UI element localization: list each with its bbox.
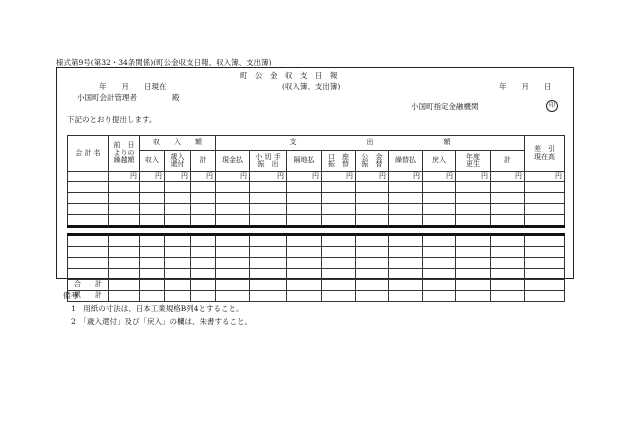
table-cell[interactable]	[165, 247, 191, 258]
unit-label: 円	[109, 172, 140, 182]
table-cell[interactable]	[109, 269, 140, 280]
table-cell[interactable]	[109, 247, 140, 258]
table-row	[68, 269, 565, 280]
table-cell[interactable]	[68, 258, 109, 269]
table-cell[interactable]	[389, 258, 423, 269]
table-cell[interactable]	[287, 247, 322, 258]
table-cell[interactable]	[68, 247, 109, 258]
table-cell[interactable]	[68, 182, 109, 193]
table-cell[interactable]	[423, 193, 456, 204]
table-cell[interactable]	[109, 204, 140, 215]
col-substitute-payment: 繰替払	[389, 151, 423, 172]
unit-label: 円	[389, 172, 423, 182]
table-cell[interactable]	[525, 182, 565, 193]
table-cell[interactable]	[191, 204, 216, 215]
table-cell[interactable]	[191, 269, 216, 280]
col-revenue-refund: 歳入 還付	[165, 151, 191, 172]
intro-text: 下記のとおり提出します。	[67, 115, 157, 124]
col-income: 収入	[140, 151, 165, 172]
col-return: 戻入	[423, 151, 456, 172]
table-cell[interactable]	[287, 215, 322, 227]
table-cell[interactable]	[525, 204, 565, 215]
table-cell[interactable]	[191, 193, 216, 204]
unit-label: 円	[456, 172, 491, 182]
table-cell[interactable]	[191, 215, 216, 227]
table-cell[interactable]	[68, 269, 109, 280]
table-cell[interactable]	[322, 235, 356, 247]
table-cell[interactable]	[250, 269, 287, 280]
unit-row	[68, 172, 565, 182]
col-prev-balance: 前 日 よりの 繰越額	[109, 136, 140, 172]
table-cell[interactable]	[491, 291, 525, 302]
unit-label: 円	[525, 172, 565, 182]
table-cell[interactable]	[389, 182, 423, 193]
table-cell[interactable]	[389, 204, 423, 215]
table-cell[interactable]	[456, 258, 491, 269]
table-cell[interactable]	[140, 235, 165, 247]
table-row	[68, 215, 565, 227]
table-cell[interactable]	[287, 193, 322, 204]
table-cell[interactable]	[165, 258, 191, 269]
table-cell[interactable]	[216, 235, 250, 247]
notes-section	[63, 289, 252, 328]
table-cell[interactable]	[389, 280, 423, 291]
col-expense-total: 計	[491, 151, 525, 172]
table-cell[interactable]	[356, 291, 389, 302]
table-cell[interactable]	[165, 215, 191, 227]
table-row	[68, 204, 565, 215]
table-cell[interactable]	[250, 182, 287, 193]
table-cell[interactable]	[216, 204, 250, 215]
seal-mark: 印	[546, 100, 558, 112]
group-income: 収 入 額	[140, 136, 216, 151]
table-cell[interactable]	[322, 291, 356, 302]
table-cell[interactable]	[68, 215, 109, 227]
table-cell[interactable]	[216, 247, 250, 258]
table-cell[interactable]	[322, 280, 356, 291]
table-cell[interactable]	[140, 204, 165, 215]
table-cell[interactable]	[140, 258, 165, 269]
submission-date: 年 月 日	[499, 82, 552, 91]
ledger-table	[67, 135, 565, 302]
table-cell[interactable]	[322, 215, 356, 227]
table-cell[interactable]	[250, 258, 287, 269]
table-row	[68, 182, 565, 193]
table-cell[interactable]	[356, 258, 389, 269]
table-cell[interactable]	[165, 182, 191, 193]
unit-label: 円	[250, 172, 287, 182]
table-cell[interactable]	[216, 258, 250, 269]
table-cell[interactable]	[356, 215, 389, 227]
table-cell[interactable]	[356, 204, 389, 215]
honorific: 殿	[172, 93, 180, 102]
table-cell[interactable]	[423, 215, 456, 227]
table-cell[interactable]	[356, 280, 389, 291]
unit-label: 円	[322, 172, 356, 182]
table-cell[interactable]	[525, 291, 565, 302]
col-fiscal-correction: 年度 更生	[456, 151, 491, 172]
table-cell[interactable]	[525, 269, 565, 280]
table-cell[interactable]	[356, 193, 389, 204]
table-cell[interactable]	[423, 269, 456, 280]
table-cell[interactable]	[423, 291, 456, 302]
unit-label: 円	[191, 172, 216, 182]
table-cell[interactable]	[109, 258, 140, 269]
table-cell[interactable]	[140, 215, 165, 227]
table-cell[interactable]	[423, 235, 456, 247]
table-cell[interactable]	[525, 247, 565, 258]
table-cell[interactable]	[423, 247, 456, 258]
table-cell[interactable]	[389, 235, 423, 247]
notes-heading: 備考	[63, 291, 78, 300]
table-separator	[68, 227, 565, 235]
table-row	[68, 247, 565, 258]
table-row	[68, 235, 565, 247]
col-check-issue: 小 切 手 振 出	[250, 151, 287, 172]
table-cell[interactable]	[68, 172, 109, 182]
unit-label: 円	[491, 172, 525, 182]
table-cell[interactable]	[491, 215, 525, 227]
table-cell[interactable]	[250, 215, 287, 227]
table-cell[interactable]	[322, 182, 356, 193]
table-cell[interactable]	[140, 193, 165, 204]
table-cell[interactable]	[165, 204, 191, 215]
table-cell[interactable]	[287, 204, 322, 215]
table-cell[interactable]	[322, 247, 356, 258]
table-cell[interactable]	[525, 280, 565, 291]
table-cell[interactable]	[356, 247, 389, 258]
table-cell[interactable]	[140, 247, 165, 258]
table-cell[interactable]	[216, 215, 250, 227]
table-cell[interactable]	[216, 193, 250, 204]
addressee: 小国町会計管理者	[77, 93, 137, 102]
table-cell[interactable]	[525, 215, 565, 227]
table-cell[interactable]	[456, 247, 491, 258]
unit-label: 円	[165, 172, 191, 182]
table-cell[interactable]	[491, 247, 525, 258]
table-cell[interactable]	[491, 182, 525, 193]
separator-band	[68, 227, 565, 235]
table-cell[interactable]	[165, 193, 191, 204]
table-cell[interactable]	[456, 182, 491, 193]
table-cell[interactable]	[109, 193, 140, 204]
table-cell[interactable]	[491, 204, 525, 215]
col-income-total: 計	[191, 151, 216, 172]
col-account-name: 会 計 名	[68, 136, 109, 172]
table-cell[interactable]	[423, 258, 456, 269]
group-expense: 支 出 額	[216, 136, 525, 151]
table-cell[interactable]	[287, 182, 322, 193]
col-public-fund-transfer: 公 金 振 替	[356, 151, 389, 172]
table-cell[interactable]	[250, 204, 287, 215]
table-cell[interactable]	[525, 193, 565, 204]
table-cell[interactable]	[456, 193, 491, 204]
form-number: 様式第9号(第32・34条関係)(町公金収支日報、収入簿、支出簿)	[56, 58, 272, 67]
table-cell[interactable]	[140, 182, 165, 193]
table-cell[interactable]	[109, 235, 140, 247]
table-cell[interactable]	[216, 182, 250, 193]
table-cell[interactable]	[287, 258, 322, 269]
table-cell[interactable]	[456, 291, 491, 302]
table-cell[interactable]	[191, 182, 216, 193]
table-cell[interactable]	[191, 235, 216, 247]
table-cell[interactable]	[250, 247, 287, 258]
table-cell[interactable]	[322, 269, 356, 280]
table-cell[interactable]	[356, 269, 389, 280]
table-cell[interactable]	[68, 235, 109, 247]
table-cell[interactable]	[491, 193, 525, 204]
table-cell[interactable]	[423, 204, 456, 215]
col-account-transfer: 口 座 振 替	[322, 151, 356, 172]
table-cell[interactable]	[109, 215, 140, 227]
col-remote-payment: 隔地払	[287, 151, 322, 172]
table-cell[interactable]	[322, 204, 356, 215]
table-cell[interactable]	[356, 235, 389, 247]
table-cell[interactable]	[456, 280, 491, 291]
table-cell[interactable]	[165, 269, 191, 280]
unit-label: 円	[287, 172, 322, 182]
table-cell[interactable]	[165, 235, 191, 247]
table-cell[interactable]	[491, 280, 525, 291]
table-cell[interactable]	[456, 235, 491, 247]
cumulative-label: 累 計	[68, 291, 109, 302]
table-row	[68, 258, 565, 269]
table-cell[interactable]	[191, 258, 216, 269]
unit-label: 円	[140, 172, 165, 182]
table-cell[interactable]	[389, 269, 423, 280]
table-cell[interactable]	[68, 193, 109, 204]
table-cell[interactable]	[389, 193, 423, 204]
col-cash-payment: 現金払	[216, 151, 250, 172]
unit-label: 円	[356, 172, 389, 182]
form-subtitle: (収入簿、支出簿)	[282, 82, 341, 91]
table-cell[interactable]	[250, 193, 287, 204]
form-title: 町 公 金 収 支 日 報	[240, 71, 338, 80]
table-cell[interactable]	[491, 235, 525, 247]
unit-label: 円	[216, 172, 250, 182]
unit-label: 円	[423, 172, 456, 182]
table-cell[interactable]	[287, 280, 322, 291]
total-label: 合 計	[68, 280, 109, 291]
submitter-name: 小国町指定金融機関	[411, 102, 479, 111]
table-cell[interactable]	[109, 182, 140, 193]
table-cell[interactable]	[322, 193, 356, 204]
table-cell[interactable]	[287, 269, 322, 280]
table-cell[interactable]	[389, 247, 423, 258]
note-item: 2 「歳入還付」及び「戻入」の欄は、朱書すること。	[71, 317, 253, 326]
table-cell[interactable]	[250, 235, 287, 247]
table-cell[interactable]	[456, 204, 491, 215]
table-cell[interactable]	[423, 280, 456, 291]
table-cell[interactable]	[250, 291, 287, 302]
table-cell[interactable]	[423, 182, 456, 193]
table-cell[interactable]	[191, 247, 216, 258]
table-cell[interactable]	[68, 204, 109, 215]
as-of-date: 年 月 日現在	[99, 82, 167, 91]
table-cell[interactable]	[140, 269, 165, 280]
table-cell[interactable]	[525, 258, 565, 269]
table-cell[interactable]	[216, 269, 250, 280]
col-balance: 差 引 現在高	[525, 136, 565, 172]
table-cell[interactable]	[322, 258, 356, 269]
table-cell[interactable]	[491, 258, 525, 269]
table-cell[interactable]	[287, 291, 322, 302]
table-cell[interactable]	[456, 269, 491, 280]
table-cell[interactable]	[389, 215, 423, 227]
table-cell[interactable]	[250, 280, 287, 291]
table-row	[68, 193, 565, 204]
table-cell[interactable]	[287, 235, 322, 247]
table-cell[interactable]	[525, 235, 565, 247]
note-item: 1 用紙の寸法は、日本工業規格B列4とすること。	[71, 304, 244, 313]
table-cell[interactable]	[491, 269, 525, 280]
table-cell[interactable]	[356, 182, 389, 193]
table-cell[interactable]	[389, 291, 423, 302]
table-cell[interactable]	[456, 215, 491, 227]
